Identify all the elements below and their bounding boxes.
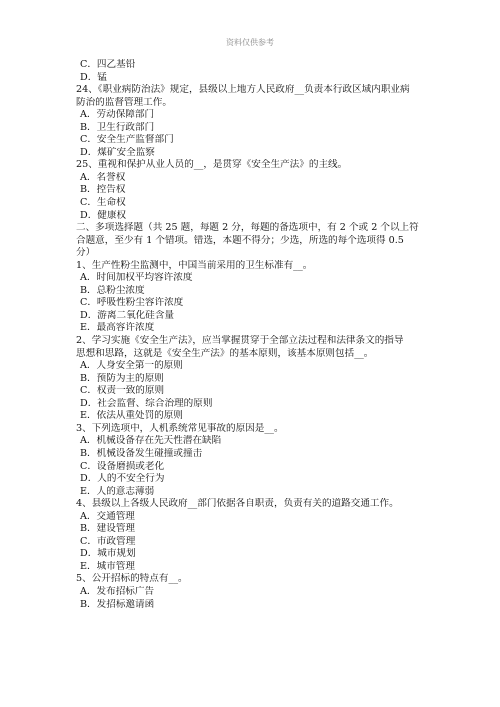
- option-line: B．发招标邀请函: [80, 598, 155, 610]
- option-line: C．市政管理: [80, 535, 136, 547]
- option-line: C．设备磨损或老化: [80, 460, 165, 472]
- option-line: D．锰: [80, 71, 107, 83]
- text-line: 分）: [76, 247, 96, 259]
- text-line: 3、下列选项中，人机系统常见事故的原因是__。: [76, 422, 284, 434]
- option-line: A．人身安全第一的原则: [80, 360, 183, 372]
- option-line: D．游离二氧化硅含量: [80, 309, 175, 321]
- option-line: C．生命权: [80, 197, 126, 209]
- text-line: 4、县级以上各级人民政府__部门依据各自职责，负责有关的道路交通工作。: [76, 498, 399, 510]
- option-line: D．城市规划: [80, 548, 136, 560]
- option-line: A．发布招标广告: [80, 585, 155, 597]
- option-line: A．名誉权: [80, 171, 126, 183]
- option-line: B．机械设备发生碰撞或撞击: [80, 447, 203, 459]
- option-line: C．呼吸性粉尘容许浓度: [80, 297, 184, 309]
- text-line: 24、《职业病防治法》规定，县级以上地方人民政府__负责本行政区域内职业病: [76, 84, 410, 96]
- option-line: B．预防为主的原则: [80, 372, 164, 384]
- text-line: 防治的监督管理工作。: [76, 96, 172, 108]
- text-line: 思想和思路，这就是《安全生产法》的基本原则，该基本原则包括__。: [76, 347, 374, 359]
- text-line: 25、重视和保护从业人员的__，是贯穿《安全生产法》的主线。: [76, 159, 348, 171]
- option-line: C．安全生产监督部门: [80, 134, 174, 146]
- option-line: D．煤矿安全监察: [80, 146, 155, 158]
- option-line: B．建设管理: [80, 523, 136, 535]
- text-line: 5、公开招标的特点有__。: [76, 573, 188, 585]
- option-line: E．城市管理: [80, 560, 135, 572]
- option-line: D．人的不安全行为: [80, 473, 165, 485]
- text-line: 2、学习实施《安全生产法》，应当掌握贯穿于全部立法过程和法律条文的指导: [76, 335, 404, 347]
- option-line: B．卫生行政部门: [80, 121, 155, 133]
- option-line: D．健康权: [80, 209, 127, 221]
- document-body: [76, 59, 428, 611]
- option-line: A．机械设备存在先天性潜在缺陷: [80, 435, 222, 447]
- option-line: E．依法从重处罚的原则: [80, 410, 183, 422]
- option-line: D．社会监督、综合治理的原则: [80, 397, 213, 409]
- option-line: B．总粉尘浓度: [80, 284, 145, 296]
- text-line: 合题意，至少有 1 个错项。错选，本题不得分；少选，所选的每个选项得 0.5: [76, 234, 404, 246]
- option-line: E．最高容许浓度: [80, 322, 155, 334]
- option-line: E．人的意志薄弱: [80, 485, 155, 497]
- option-line: A．时间加权平均容许浓度: [80, 272, 193, 284]
- option-line: C．权责一致的原则: [80, 385, 165, 397]
- page-header: 资料仅供参考: [226, 38, 274, 47]
- option-line: C．四乙基铅: [80, 59, 136, 70]
- text-line: 1、生产性粉尘监测中，中国当前采用的卫生标准有__。: [76, 259, 313, 271]
- option-line: A．交通管理: [80, 510, 135, 522]
- text-line: 二、多项选择题（共 25 题，每题 2 分，每题的备选项中，有 2 个或 2 个以上符: [76, 222, 419, 234]
- option-line: A．劳动保障部门: [80, 109, 155, 121]
- option-line: B．控告权: [80, 184, 126, 196]
